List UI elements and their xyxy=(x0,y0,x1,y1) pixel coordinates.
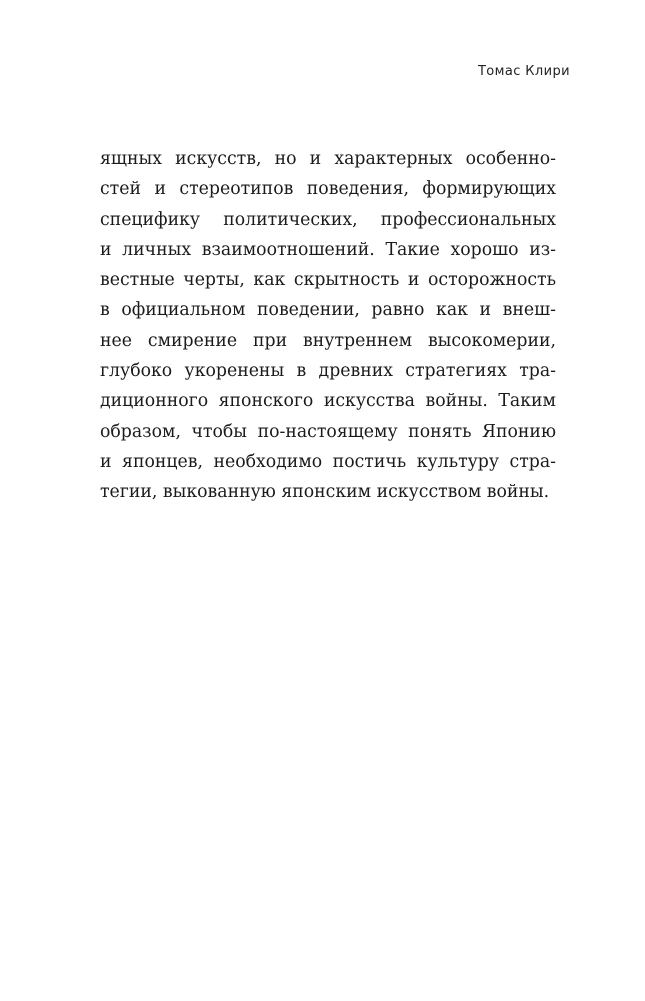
body-paragraph xyxy=(100,144,556,508)
text-line: специфику политических, профессиональных xyxy=(100,209,556,230)
text-line: нее смирение при внутреннем высокомерии, xyxy=(100,330,556,351)
text-line: и японцев, необходимо постичь культуру стра- xyxy=(100,451,556,472)
text-line: ящных искусств, но и характерных особенно- xyxy=(100,149,556,169)
text-line: стей и стереотипов поведения, формирующих xyxy=(100,179,556,200)
text-line: образом, чтобы по-настоящему понять Японию xyxy=(100,421,556,442)
text-line: и личных взаимоотношений. Такие хорошо из- xyxy=(100,239,556,260)
text-line: глубоко укоренены в древних стратегиях тра- xyxy=(100,361,556,382)
running-head-author: Томас Клири xyxy=(477,64,570,79)
text-line: тегии, выкованную японским искусством войны. xyxy=(100,482,550,503)
text-line: диционного японского искусства войны. Таким xyxy=(100,391,556,412)
text-line: вестные черты, как скрытность и осторожность xyxy=(100,270,556,291)
text-line: в официальном поведении, равно как и внеш- xyxy=(100,300,556,321)
